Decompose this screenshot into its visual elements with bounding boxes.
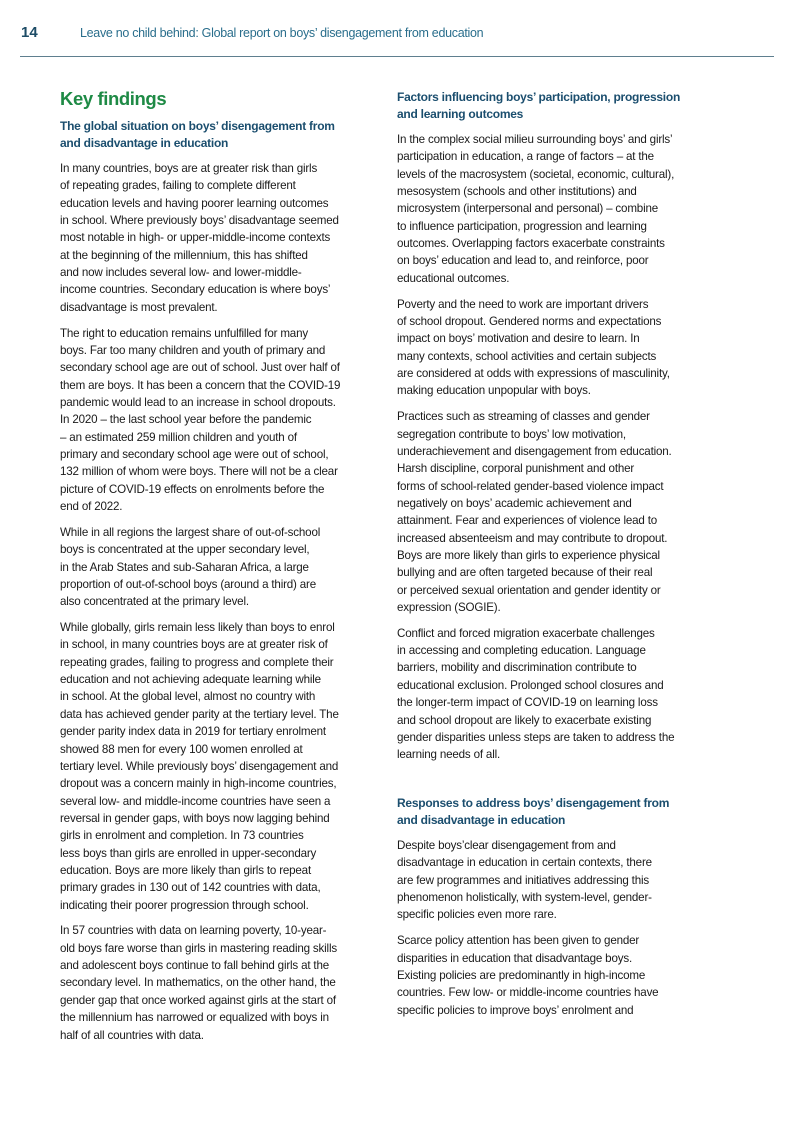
paragraph: In 57 countries with data on learning poverty, 10-year- old boys fare worse than girls in mastering reading skills and adolescent boys continue to fall behind girls at the secondary level. In mathematics, on the other hand, the gender gap that once worked against girls at the start of the millennium has narrowed or equalized with boys in half of all countries with data.	[60, 924, 337, 1042]
paragraph: While in all regions the largest share of out-of-school boys is concentrated at the upper secondary level, in the Arab States and sub-Saharan Africa, a large proportion of out-of-school boys (around a third) are also concentrated at the primary level.	[60, 525, 321, 609]
paragraph: Scarce policy attention has been given to gender disparities in education that disadvantage boys. Existing policies are predominantly in high-income countries. Few low- or middle-income countries have specific policies to improve boys’ enrolment and	[397, 934, 659, 1017]
paragraph: In the complex social milieu surrounding boys’ and girls’ participation in education, a range of factors – at the levels of the macrosystem (societal, economic, cultural), mesosystem (schools and other institutions) and microsystem (interpersonal and personal) – combine to influence participation, progression and learning outcomes. Overlapping factors exacerbate constraints on boys’ education and lead to, and reinforce, poor educational outcomes.	[397, 133, 675, 285]
section-title: Key findings	[60, 88, 167, 109]
paragraph: Conflict and forced migration exacerbate challenges in accessing and completing education. Language barriers, mobility and discrimination contribute to educational exclusion. Prolonged school closures and the longer-term impact of COVID-19 on learning loss and school dropout are likely to exacerbate existing gender disparities unless steps are taken to address the learning needs of all.	[397, 626, 675, 762]
paragraph: While globally, girls remain less likely than boys to enrol in school, in many countries boys are at greater risk of repeating grades, failing to progress and complete their education and not achieving adequate learning while in school. At the global level, almost no country with data has achieved gender parity at the tertiary level. The gender parity index data in 2019 for tertiary enrolment showed 88 men for every 100 women enrolled at tertiary level. While previously boys’ disengagement and dropout was a concern mainly in high-income countries, several low- and middle-income countries have seen a reversal in gender gaps, with boys now lagging behind girls in enrolment and completion. In 73 countries less boys than girls are enrolled in upper-secondary education. Boys are more likely than girls to repeat primary grades in 130 out of 142 countries with data, indicating their poorer progression through school.	[60, 621, 339, 912]
subheading: The global situation on boys’ disengagement from and disadvantage in education	[60, 119, 335, 150]
paragraph: The right to education remains unfulfilled for many boys. Far too many children and youth of primary and secondary school age are out of school. Just over half of them are boys. It has been a concern that the COVID-19 pandemic would lead to an increase in school dropouts. In 2020 – the last school year before the pandemic – an estimated 259 million children and youth of primary and secondary school age were out of school, 132 million of whom were boys. There will not be a clear picture of COVID-19 effects on enrolments before the end of 2022.	[60, 326, 341, 514]
header-divider	[20, 56, 774, 57]
left-column	[60, 88, 380, 1052]
right-column	[397, 89, 717, 1027]
subheading: Factors influencing boys’ participation, progression and learning outcomes	[397, 90, 681, 121]
running-header-title: Leave no child behind: Global report on boys’ disengagement from education	[80, 26, 484, 40]
paragraph: Poverty and the need to work are important drivers of school dropout. Gendered norms and expectations impact on boys’ motivation and desire to learn. In many contexts, school activities and certain subjects are considered at odds with expressions of masculinity, making education unpopular with boys.	[397, 297, 670, 398]
paragraph: Despite boys’clear disengagement from and disadvantage in education in certain contexts, there are few programmes and initiatives addressing this phenomenon holistically, with system-level, gender- specific policies even more rare.	[397, 839, 652, 922]
spacer	[397, 772, 717, 795]
paragraph: In many countries, boys are at greater risk than girls of repeating grades, failing to complete different education levels and having poorer learning outcomes in school. Where previously boys’ disadvantage seemed most notable in high- or upper-middle-income contexts at the beginning of the millennium, this has shifted and now includes several low- and lower-middle- income countries. Secondary education is where boys’ disadvantage is most prevalent.	[60, 162, 339, 314]
page-number: 14	[21, 24, 38, 41]
subheading: Responses to address boys’ disengagement from and disadvantage in education	[397, 796, 670, 828]
paragraph: Practices such as streaming of classes and gender segregation contribute to boys’ low motivation, underachievement and disengagement from education. Harsh discipline, corporal punishment and other forms of school-related gender-based violence impact negatively on boys’ academic achievement and attainment. Fear and experiences of violence lead to increased absenteeism and may contribute to dropout. Boys are more likely than girls to experience physical bullying and are often targeted because of their real or perceived sexual orientation and gender identity or expression (SOGIE).	[397, 410, 672, 614]
